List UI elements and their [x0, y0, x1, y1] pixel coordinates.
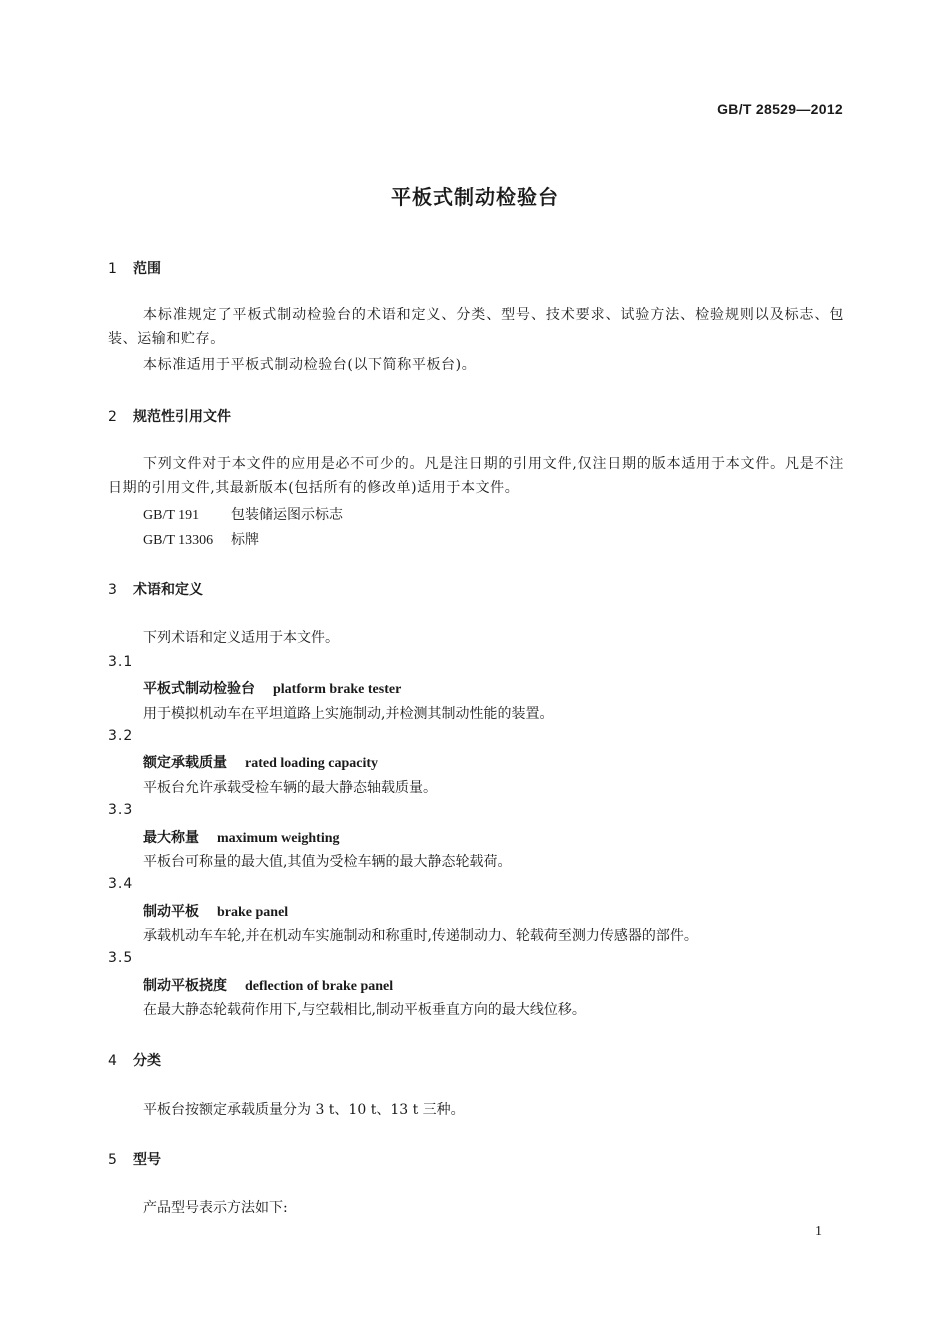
section-1-heading	[108, 258, 161, 278]
section-number: 2	[108, 409, 117, 425]
standard-number: GB/T 28529—2012	[717, 101, 843, 117]
term-zh: 平板式制动检验台	[143, 681, 255, 697]
document-title: 平板式制动检验台	[391, 185, 559, 209]
term-definition: 在最大静态轮载荷作用下,与空载相比,制动平板垂直方向的最大线位移。	[143, 1002, 586, 1018]
reference-code: GB/T 191	[143, 508, 200, 523]
paragraph: 下列文件对于本文件的应用是必不可少的。凡是注日期的引用文件,仅注日期的版本适用于本文件。凡是不注日期的引用文件,其最新版本(包括所有的修改单)适用于本文件。	[108, 456, 844, 496]
section-title: 型号	[133, 1152, 161, 1168]
paragraph: 产品型号表示方法如下:	[143, 1200, 288, 1216]
section-number: 5	[108, 1152, 117, 1168]
section-number: 1	[108, 261, 117, 277]
term-number: 3.2	[108, 728, 134, 744]
term-zh: 制动平板	[143, 904, 199, 920]
paragraph: 本标准规定了平板式制动检验台的术语和定义、分类、型号、技术要求、试验方法、检验规则以及标志、包装、运输和贮存。	[108, 307, 844, 347]
term-en: rated loading capacity	[245, 756, 378, 771]
term-definition: 平板台允许承载受检车辆的最大静态轴载质量。	[143, 780, 437, 796]
page-number: 1	[815, 1224, 822, 1239]
term-heading	[143, 901, 288, 921]
term-definition: 用于模拟机动车在平坦道路上实施制动,并检测其制动性能的装置。	[143, 706, 554, 722]
paragraph: 下列术语和定义适用于本文件。	[143, 630, 339, 646]
term-heading	[143, 827, 340, 847]
normative-reference	[143, 504, 343, 524]
term-en: deflection of brake panel	[245, 979, 394, 994]
term-heading	[143, 752, 378, 772]
paragraph: 本标准适用于平板式制动检验台(以下简称平板台)。	[143, 357, 477, 373]
term-definition: 平板台可称量的最大值,其值为受检车辆的最大静态轮载荷。	[143, 854, 512, 870]
term-number: 3.5	[108, 950, 134, 966]
term-zh: 额定承载质量	[143, 755, 227, 771]
term-number: 3.1	[108, 654, 134, 670]
section-title: 范围	[133, 261, 161, 277]
reference-title: 标牌	[231, 532, 259, 548]
section-5-heading	[108, 1149, 161, 1169]
term-number: 3.4	[108, 876, 134, 892]
section-title: 规范性引用文件	[133, 409, 231, 425]
reference-title: 包装储运图示标志	[231, 507, 343, 523]
section-4-heading	[108, 1050, 161, 1070]
term-en: platform brake tester	[273, 682, 402, 697]
term-heading	[143, 975, 393, 995]
section-3-heading	[108, 579, 203, 599]
term-number: 3.3	[108, 802, 134, 818]
term-heading	[143, 678, 401, 698]
term-en: maximum weighting	[217, 831, 340, 846]
paragraph: 平板台按额定承载质量分为 3 t、10 t、13 t 三种。	[143, 1102, 465, 1118]
section-number: 3	[108, 582, 117, 598]
normative-reference	[143, 529, 259, 549]
section-title: 分类	[133, 1053, 161, 1069]
term-definition: 承载机动车车轮,并在机动车实施制动和称重时,传递制动力、轮载荷至测力传感器的部件。	[143, 928, 698, 944]
section-title: 术语和定义	[133, 582, 203, 598]
term-zh: 制动平板挠度	[143, 978, 227, 994]
section-2-heading	[108, 406, 231, 426]
reference-code: GB/T 13306	[143, 533, 214, 548]
term-en: brake panel	[217, 905, 289, 920]
section-number: 4	[108, 1053, 117, 1069]
term-zh: 最大称量	[143, 830, 199, 846]
